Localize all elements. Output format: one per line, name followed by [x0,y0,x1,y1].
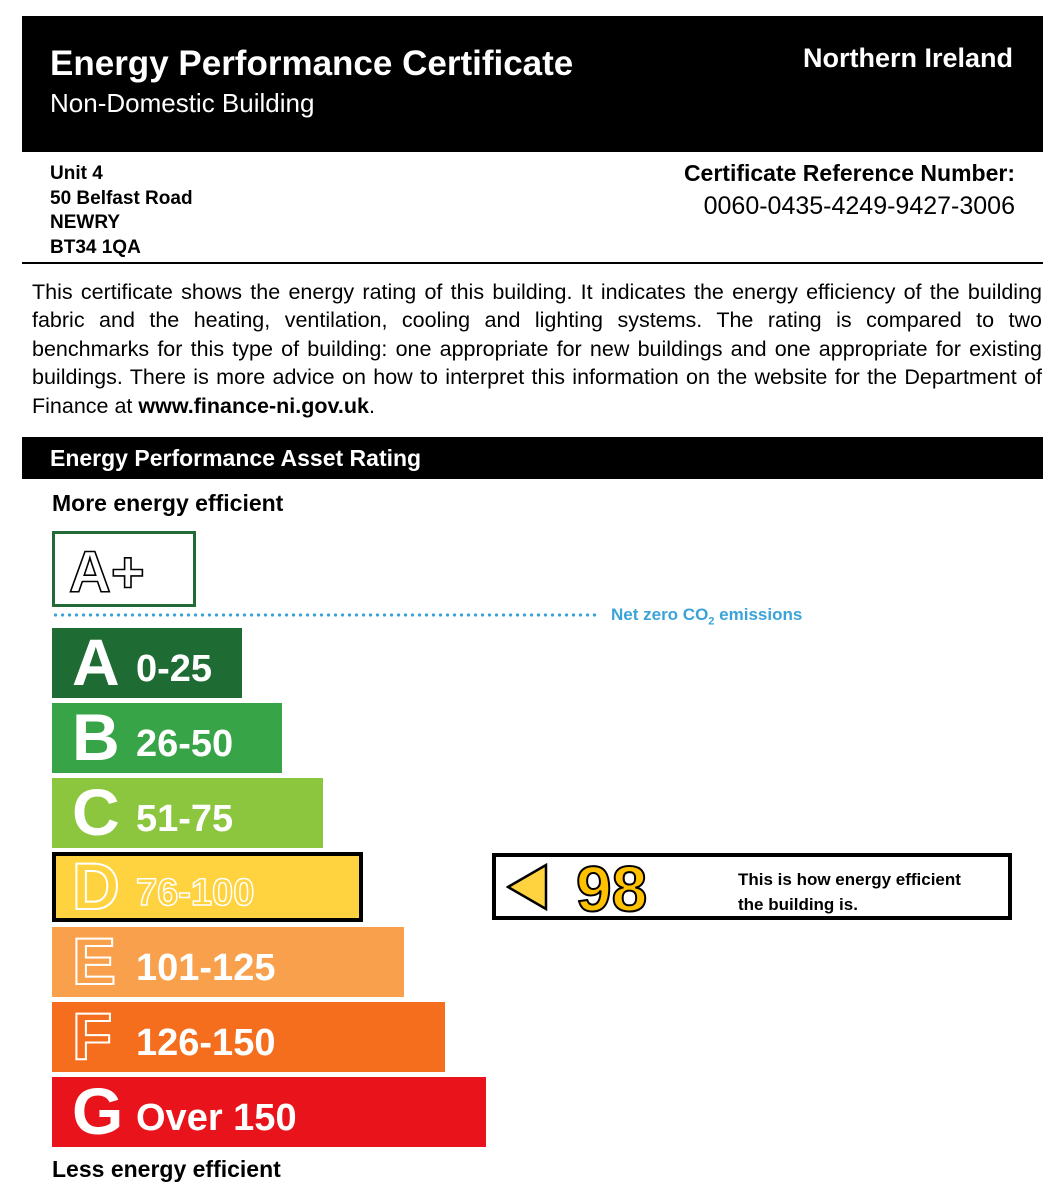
band-e [52,924,404,998]
band-d-letter: D [72,849,120,923]
band-f-letter: F [72,999,113,1073]
certificate-reference-number: 0060-0435-4249-9427-3006 [703,192,1015,220]
region-label: Northern Ireland [802,43,1013,73]
band-b-range: 26-50 [136,723,234,765]
band-e-range: 101-125 [136,947,276,989]
header-banner [22,16,1043,152]
current-rating-description [738,867,1008,917]
band-a-letter: A [72,625,120,699]
band-f [52,999,445,1073]
pointer-arrow-icon [506,863,550,911]
certificate-reference-label: Certificate Reference Number: [683,160,1015,186]
band-g [52,1074,486,1148]
net-zero-prefix: Net zero CO [611,605,709,624]
address-line-2: 50 Belfast Road [50,187,193,209]
address-line-3: NEWRY [50,212,121,233]
net-zero-suffix: emissions [714,605,803,624]
certificate-subtitle: Non-Domestic Building [50,88,315,118]
band-a-range: 0-25 [136,648,213,690]
band-g-letter: G [72,1074,124,1148]
band-b-letter: B [72,700,120,774]
website-link[interactable]: www.finance-ni.gov.uk [138,393,369,418]
band-c [52,775,323,849]
a-plus-glyph [55,534,193,604]
address-postcode: BT34 1QA [50,236,141,258]
band-c-letter: C [72,775,120,849]
band-f-range: 126-150 [136,1022,276,1064]
rating-description-line-1: This is how energy efficient [738,870,961,889]
intro-text: This certificate shows the energy rating of this building. It indicates the energy efficiency of the building fabric and the heating, ventilation, cooling and lighting systems. The rating is compared to two benchmarks for this type of building: one appropriate for new buildings and one appropriate for existing buildings. There is more advice on how to interpret this information on the website for the Department of Finance at [32,280,1042,418]
net-zero-sub: 2 [708,615,715,628]
less-efficient-label: Less energy efficient [52,1156,281,1182]
rating-description-line-2: the building is. [738,895,858,914]
band-a [52,625,242,699]
intro-end: . [368,393,375,418]
current-rating-value: 98 [576,853,648,925]
rating-section-header [22,437,1043,479]
band-d-range: 76-100 [136,872,255,914]
certificate-title: Energy Performance Certificate [50,44,574,83]
current-rating-indicator [492,853,1012,925]
band-b [52,700,282,774]
band-c-range: 51-75 [136,798,234,840]
a-plus-text: A+ [69,540,145,604]
band-e-letter: E [72,924,117,998]
more-efficient-label: More energy efficient [52,490,284,516]
rating-section-title: Energy Performance Asset Rating [50,445,422,471]
address-line-1: Unit 4 [50,163,103,184]
a-plus-band [52,531,196,607]
property-address [50,162,193,260]
net-zero-dotted-line [52,613,600,617]
intro-paragraph [32,278,1042,420]
band-g-range: Over 150 [136,1097,297,1139]
band-d [52,849,363,923]
divider [22,262,1043,264]
net-zero-label [611,605,802,627]
